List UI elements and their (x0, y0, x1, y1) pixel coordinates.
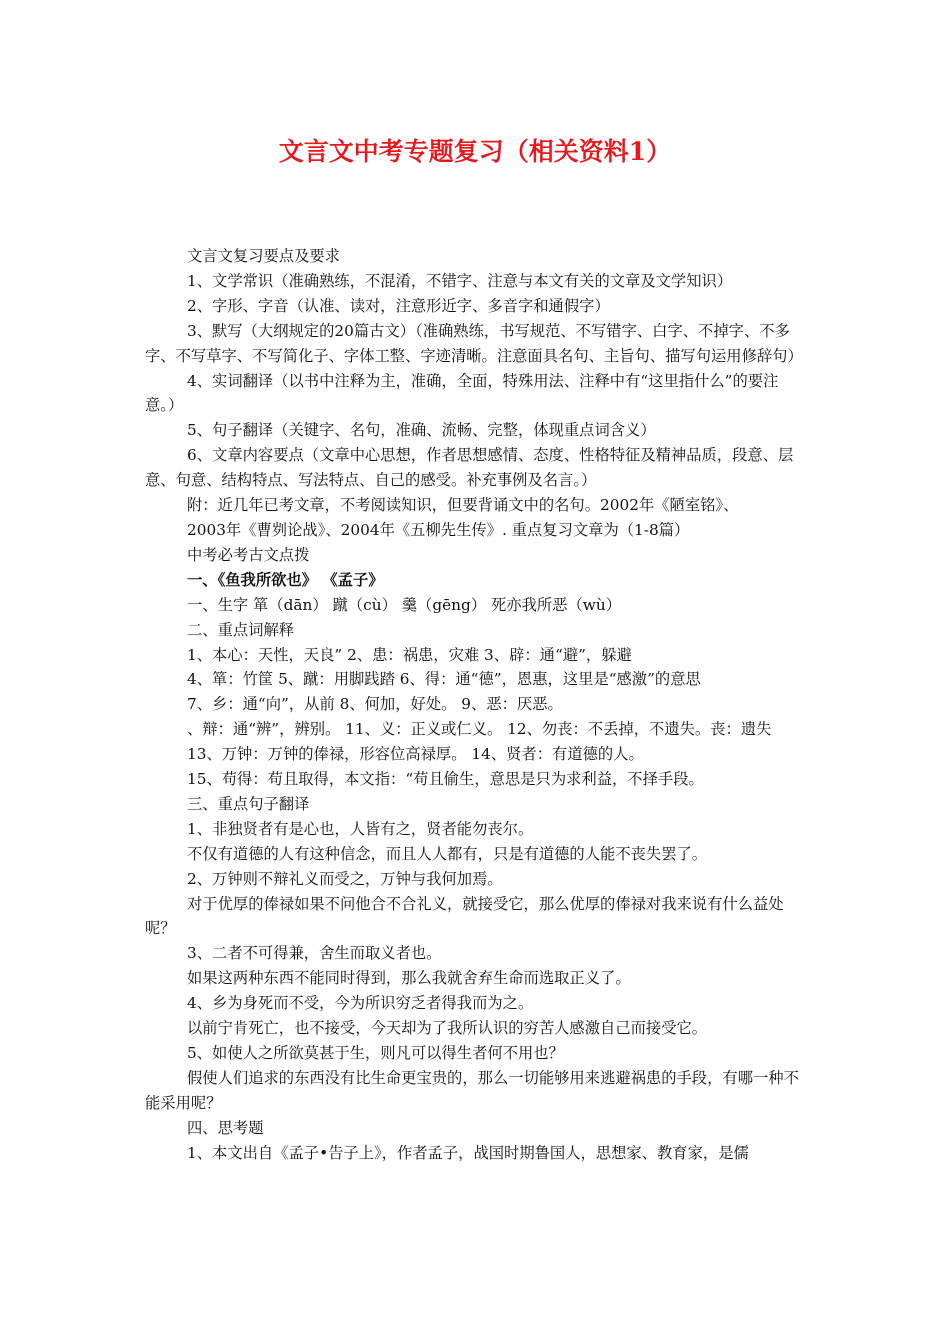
paragraph: 对于优厚的俸禄如果不问他合不合礼义，就接受它，那么优厚的俸禄对我来说有什么益处呢？ (145, 894, 784, 938)
paragraph: 15、苟得：苟且取得，本文指：“苟且偷生，意思是只为求利益，不择手段。 (187, 770, 704, 789)
paragraph: 4、箪：竹筐 5、蹴：用脚践踏 6、得：通“德”，恩惠，这里是“感激”的意思 (187, 670, 701, 689)
paragraph: 6、文章内容要点（文章中心思想，作者思想感情、态度、性格特征及精神品质，段意、层意、句意、结构特点、写法特点、自己的感受。补充事例及名言。） (145, 446, 794, 490)
paragraph: 5、如使人之所欲莫甚于生，则凡可以得生者何不用也？ (187, 1044, 564, 1062)
paragraph: 2、万钟则不辩礼义而受之，万钟与我何加焉。 (187, 869, 503, 888)
paragraph: 附：近几年已考文章，不考阅读知识，但要背诵文中的名句。2002年《陋室铭》、 (187, 496, 739, 515)
paragraph: 3、二者不可得兼，舍生而取义者也。 (187, 944, 442, 963)
paragraph: 1、非独贤者有是心也，人皆有之，贤者能勿丧尔。 (187, 819, 534, 838)
subheading: 四、思考题 (187, 1118, 264, 1137)
paragraph: 1、本心：天性，天良” 2、患：祸患，灾难 3、辟：通“避”，躲避 (187, 645, 632, 664)
subheading: 二、重点词解释 (187, 620, 295, 639)
paragraph: 假使人们追求的东西没有比生命更宝贵的，那么一切能够用来逃避祸患的手段，有哪一种不能采用呢？ (145, 1068, 799, 1112)
section-heading-key-points: 中考必考古文点拨 (187, 545, 310, 564)
paragraph: 、辩：通“辨”，辨别。 11、义：正义或仁义。 12、勿丧：不丢掉，不遗失。丧：遗失 (187, 720, 772, 739)
paragraph: 3、默写（大纲规定的20篇古文）（准确熟练，书写规范、不写错字、白字、不掉字、不多字、不写草字、不写简化子、字体工整、字迹清晰。注意面具名句、主旨句、描写句运用修辞句） (145, 321, 803, 365)
document-title: 文言文中考专题复习（相关资料1） (278, 137, 672, 166)
paragraph: 1、本文出自《孟子•告子上》，作者孟子，战国时期鲁国人，思想家、教育家，是儒 (187, 1143, 749, 1162)
subheading: 三、重点句子翻译 (187, 794, 310, 813)
paragraph: 不仅有道德的人有这种信念，而且人人都有，只是有道德的人能不丧失罢了。 (187, 844, 708, 863)
section-heading-article: 一、《鱼我所欲也》 《孟子》 (187, 570, 384, 589)
paragraph: 一、生字 箪（dān） 蹴（cù） 羹（gēng） 死亦我所恶（wù） (187, 595, 622, 614)
paragraph: 以前宁肯死亡，也不接受，今天却为了我所认识的穷苦人感激自己而接受它。 (187, 1019, 708, 1038)
paragraph: 如果这两种东西不能同时得到，那么我就舍弃生命而选取正义了。 (187, 969, 631, 988)
paragraph: 13、万钟：万钟的俸禄，形容位高禄厚。 14、贤者：有道德的人。 (187, 745, 644, 764)
paragraph: 7、乡：通“向”，从前 8、何加，好处。 9、恶：厌恶。 (187, 695, 563, 714)
paragraph: 4、实词翻译（以书中注释为主，准确，全面，特殊用法、注释中有“这里指什么”的要注意。） (145, 371, 779, 415)
section-heading-review-points: 文言文复习要点及要求 (187, 247, 340, 265)
document-body (145, 244, 805, 1166)
paragraph: 4、乡为身死而不受，今为所识穷乏者得我而为之。 (187, 994, 534, 1013)
paragraph: 2、字形、字音（认准、读对，注意形近字、多音字和通假字） (187, 296, 610, 315)
paragraph: 1、文学常识（准确熟练，不混淆，不错字、注意与本文有关的文章及文学知识） (187, 271, 733, 290)
paragraph: 2003年《曹刿论战》、2004年《五柳先生传》. 重点复习文章为（1-8篇） (187, 520, 690, 539)
paragraph: 5、句子翻译（关键字、名句，准确、流畅、完整，体现重点词含义） (187, 421, 656, 440)
